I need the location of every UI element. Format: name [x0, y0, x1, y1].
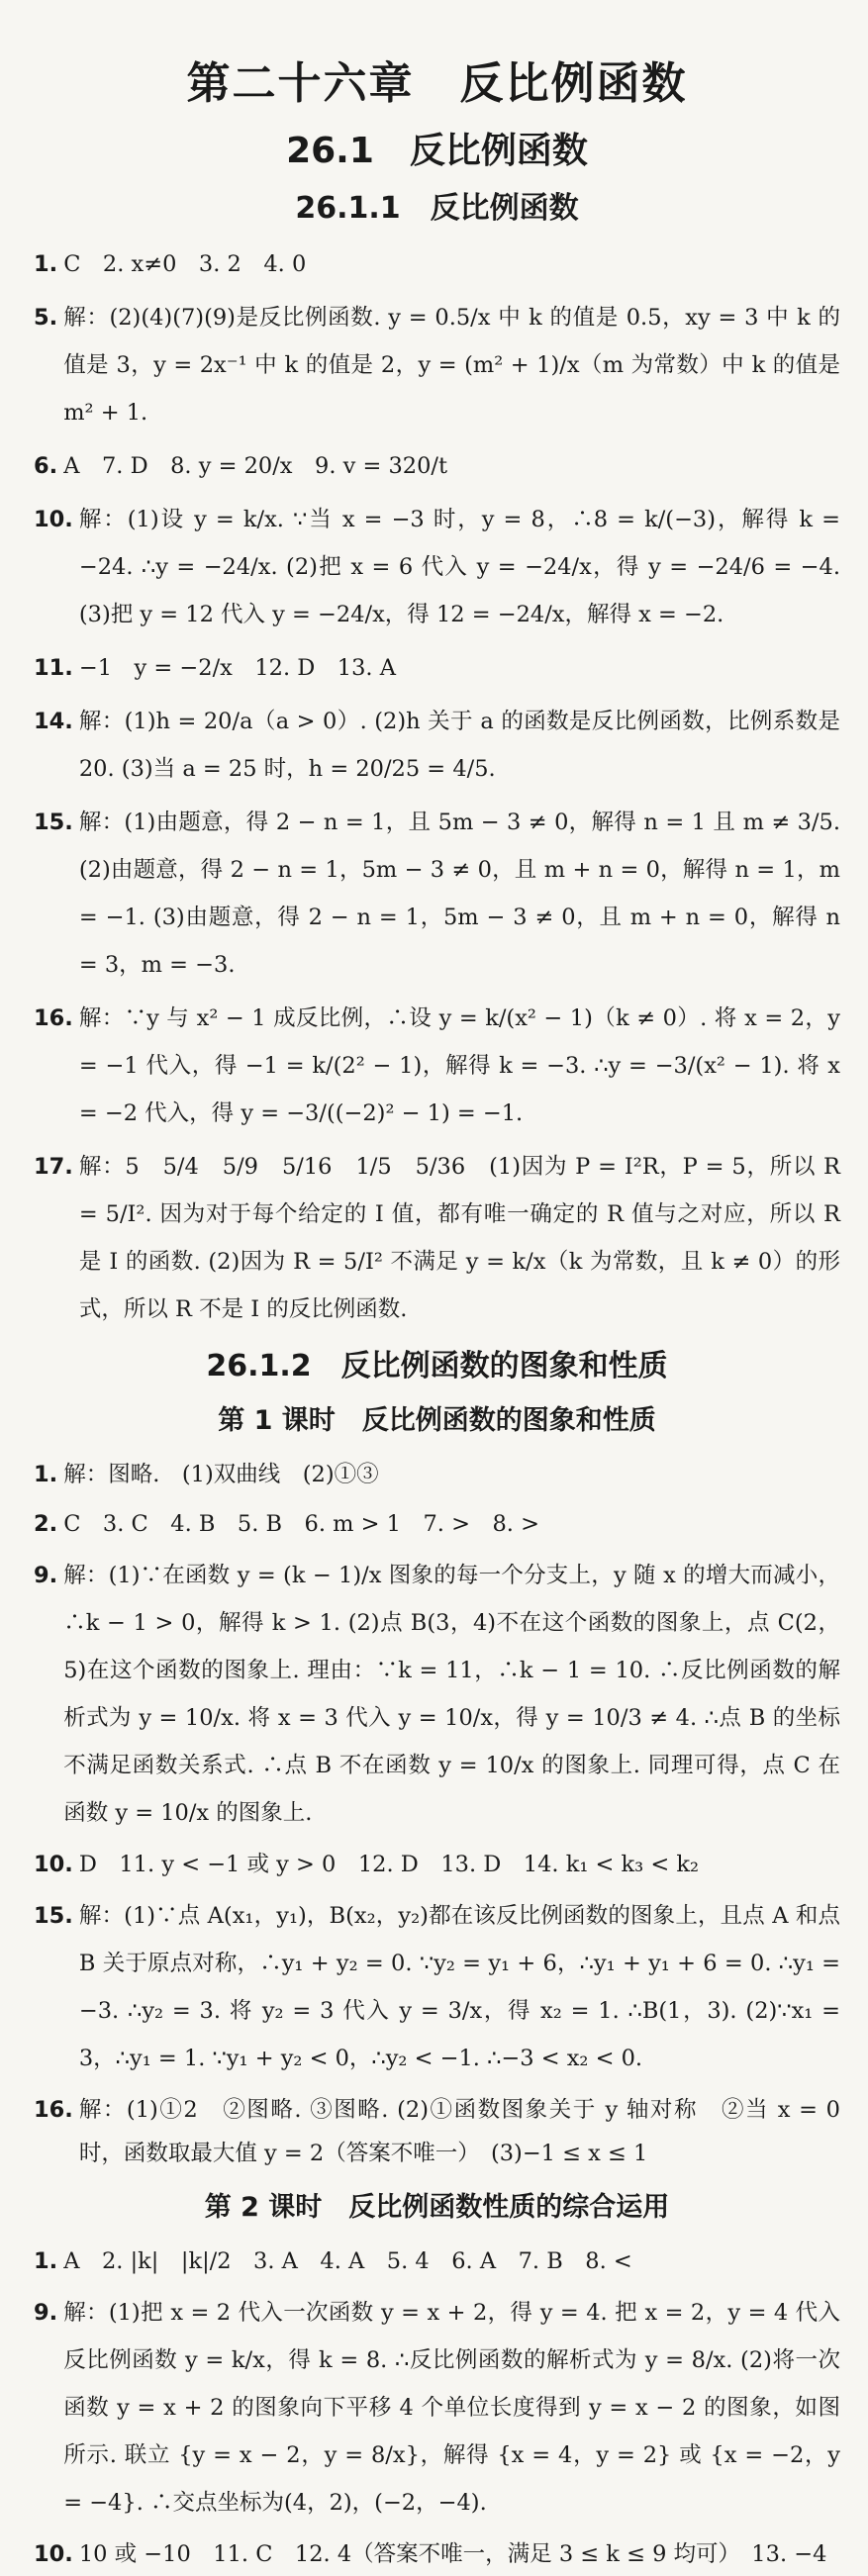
answer-item	[34, 1892, 840, 2082]
answer-item	[34, 2532, 840, 2576]
item-text: A 2. |k| |k|/2 3. A 4. A 5. 4 6. A 7. B 8. <	[63, 2248, 632, 2274]
answer-item	[34, 799, 840, 989]
answer-item	[34, 240, 840, 288]
item-number: 14.	[34, 709, 73, 734]
item-number: 2.	[34, 1511, 58, 1537]
lesson-title: 第 1 课时 反比例函数的图象和性质	[218, 1405, 656, 1436]
answer-item	[34, 995, 840, 1137]
item-text: 解：(1)∵在函数 y = (k − 1)/x 图象的每一个分支上，y 随 x 的增大而减小，∴k − 1 > 0，解得 k > 1. (2)点 B(3，4)不在这个函数的图象上，点 C(2，5)在这个函数的图象上. 理由：∵k = 11，∴k − 1 = 10. ∴反比例函数的解析式为 y = 10/x. 将 x = 3 代入 y = 10/x，得 y = 10/3 ≠ 4. ∴点 B 的坐标不满足函数关系式. ∴点 B 不在函数 y = 10/x 的图象上. 同理可得，点 C 在函数 y = 10/x 的图象上.	[63, 1563, 840, 1826]
item-text: 解：5 5/4 5/9 5/16 1/5 5/36 (1)因为 P = I²R，P = 5，所以 R = 5/I². 因为对于每个给定的 I 值，都有唯一确定的 R 值与之对应，所以 R 是 I 的函数. (2)因为 R = 5/I² 不满足 y = k/x（k 为常数，且 k ≠ 0）的形式，所以 R 不是 I 的反比例函数.	[78, 1154, 840, 1322]
answer-item	[34, 496, 840, 638]
item-number: 11.	[34, 655, 73, 681]
item-number: 16.	[34, 2097, 73, 2123]
answer-item	[34, 1453, 840, 1496]
item-text: 解：(1)把 x = 2 代入一次函数 y = x + 2，得 y = 4. 把 x = 2，y = 4 代入反比例函数 y = k/x，得 k = 8. ∴反比例函数的解析式为 y = 8/x. (2)将一次函数 y = x + 2 的图象向下平移 4 个单位长度得到 y = x − 2 的图象，如图所示. 联立 {y = x − 2，y = 8/x}，解得 {x = 4，y = 2} 或 {x = −2，y = −4}. ∴交点坐标为(4，2)，(−2，−4).	[63, 2300, 840, 2516]
answer-item	[34, 2240, 840, 2283]
answer-item	[34, 644, 840, 692]
answer-item	[34, 1143, 840, 1333]
answer-item	[34, 442, 840, 490]
item-text: 10 或 −10 11. C 12. 4（答案不唯一，满足 3 ≤ k ≤ 9 均可） 13. −4	[78, 2541, 827, 2567]
item-number: 17.	[34, 1154, 73, 1180]
item-text: 解：(1)由题意，得 2 − n = 1，且 5m − 3 ≠ 0，解得 n = 1 且 m ≠ 3/5. (2)由题意，得 2 − n = 1，5m − 3 ≠ 0，且 m + n = 0，解得 n = 1，m = −1. (3)由题意，得 2 − n = 1，5m − 3 ≠ 0，且 m + n = 0，解得 n = 3，m = −3.	[78, 810, 840, 978]
item-number: 10.	[34, 507, 73, 532]
item-number: 1.	[34, 2248, 58, 2274]
item-text: 解：∵y 与 x² − 1 成反比例，∴设 y = k/(x² − 1)（k ≠ 0）. 将 x = 2，y = −1 代入，得 −1 = k/(2² − 1)，解得 k = −3. ∴y = −3/(x² − 1). 将 x = −2 代入，得 y = −3/((−2)² − 1) = −1.	[78, 1005, 840, 1126]
answer-item	[34, 1552, 840, 1837]
item-text: A 7. D 8. y = 20/x 9. v = 320/t	[63, 453, 448, 479]
answer-list	[34, 1453, 840, 2175]
item-number: 16.	[34, 1005, 73, 1031]
section-title: 26.1 反比例函数	[286, 131, 588, 171]
item-text: 解：图略. (1)双曲线 (2)①③	[63, 1462, 379, 1487]
item-number: 6.	[34, 453, 58, 479]
item-number: 15.	[34, 1903, 73, 1929]
item-number: 5.	[34, 305, 58, 331]
answer-item	[34, 2088, 840, 2175]
answer-item	[34, 1843, 840, 1886]
item-text: C 2. x≠0 3. 2 4. 0	[63, 251, 307, 277]
answer-item	[34, 294, 840, 436]
item-text: 解：(1)设 y = k/x. ∵当 x = −3 时，y = 8，∴8 = k/(−3)，解得 k = −24. ∴y = −24/x. (2)把 x = 6 代入 y = −24/x，得 y = −24/6 = −4. (3)把 y = 12 代入 y = −24/x，得 12 = −24/x，解得 x = −2.	[78, 507, 840, 627]
lesson-title: 第 2 课时 反比例函数性质的综合运用	[204, 2192, 670, 2223]
answer-item	[34, 698, 840, 793]
item-text: C 3. C 4. B 5. B 6. m > 1 7. > 8. >	[63, 1511, 539, 1537]
item-text: 解：(1)h = 20/a（a > 0）. (2)h 关于 a 的函数是反比例函数，比例系数是 20. (3)当 a = 25 时，h = 20/25 = 4/5.	[78, 709, 840, 782]
item-number: 1.	[34, 1462, 58, 1487]
item-text: 解：(2)(4)(7)(9)是反比例函数. y = 0.5/x 中 k 的值是 0.5，xy = 3 中 k 的值是 3，y = 2x⁻¹ 中 k 的值是 2，y = (m² + 1)/x（m 为常数）中 k 的值是 m² + 1.	[63, 305, 840, 426]
answer-item	[34, 1502, 840, 1546]
item-number: 10.	[34, 2541, 73, 2567]
item-number: 1.	[34, 251, 58, 277]
item-text: D 11. y < −1 或 y > 0 12. D 13. D 14. k₁ < k₃ < k₂	[78, 1852, 700, 1877]
subsection-title: 26.1.2 反比例函数的图象和性质	[206, 1349, 668, 1383]
item-text: 解：(1)①2 ②图略. ③图略. (2)①函数图象关于 y 轴对称 ②当 x = 0 时，函数取最大值 y = 2（答案不唯一） (3)−1 ≤ x ≤ 1	[78, 2097, 840, 2166]
subsection-title: 26.1.1 反比例函数	[295, 191, 579, 226]
item-text: −1 y = −2/x 12. D 13. A	[78, 655, 396, 681]
answer-list	[34, 2240, 840, 2576]
chapter-title: 第二十六章 反比例函数	[186, 58, 688, 109]
answer-item	[34, 2289, 840, 2527]
answer-list	[34, 240, 840, 1333]
item-number: 9.	[34, 2300, 58, 2326]
item-number: 10.	[34, 1852, 73, 1877]
item-number: 15.	[34, 810, 73, 835]
item-number: 9.	[34, 1563, 58, 1588]
item-text: 解：(1)∵点 A(x₁，y₁)，B(x₂，y₂)都在该反比例函数的图象上，且点 A 和点 B 关于原点对称，∴y₁ + y₂ = 0. ∵y₂ = y₁ + 6，∴y₁ + y₁ + 6 = 0. ∴y₁ = −3. ∴y₂ = 3. 将 y₂ = 3 代入 y = 3/x，得 x₂ = 1. ∴B(1，3). (2)∵x₁ = 3，∴y₁ = 1. ∵y₁ + y₂ < 0，∴y₂ < −1. ∴−3 < x₂ < 0.	[78, 1903, 840, 2071]
